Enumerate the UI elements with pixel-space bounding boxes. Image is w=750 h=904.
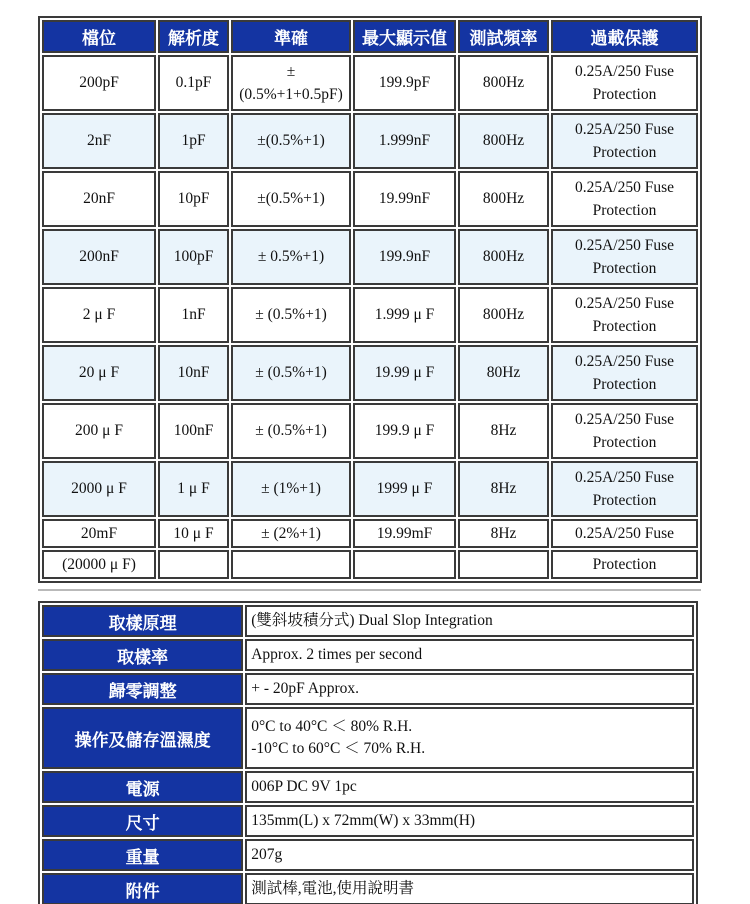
- spec-cell: 200 μ F: [42, 403, 156, 459]
- spec-cell: 0.25A/250 Fuse Protection: [551, 113, 698, 169]
- info-value-cell: 135mm(L) x 72mm(W) x 33mm(H): [245, 805, 694, 837]
- general-info-table: [38, 601, 698, 904]
- info-row-dimensions: [42, 805, 694, 837]
- spec-cell: 199.9nF: [353, 229, 456, 285]
- spec-cell: ± (2%+1): [231, 519, 351, 548]
- spec-row-20nF: [42, 171, 698, 227]
- spec-cell: ±(0.5%+1+0.5pF): [231, 55, 351, 111]
- spec-cell: [158, 550, 229, 579]
- spec-cell: 199.9 μ F: [353, 403, 456, 459]
- spec-cell: 200nF: [42, 229, 156, 285]
- info-label-cell: 附件: [42, 873, 243, 904]
- spec-cell: 800Hz: [458, 229, 549, 285]
- spec-cell: 2nF: [42, 113, 156, 169]
- info-label-cell: 歸零調整: [42, 673, 243, 705]
- info-row-zero-adjust: [42, 673, 694, 705]
- info-value-cell: 測試棒,電池,使用說明書: [245, 873, 694, 904]
- spec-cell: [458, 550, 549, 579]
- spec-row-2000uF: [42, 461, 698, 517]
- spec-cell: (20000 μ F): [42, 550, 156, 579]
- spec-cell: 199.9pF: [353, 55, 456, 111]
- info-label-cell: 取樣率: [42, 639, 243, 671]
- spec-cell: 100nF: [158, 403, 229, 459]
- spec-cell: 20nF: [42, 171, 156, 227]
- info-row-power: [42, 771, 694, 803]
- spec-cell: ±(0.5%+1): [231, 171, 351, 227]
- spec-row-200nF: [42, 229, 698, 285]
- spec-cell: 800Hz: [458, 55, 549, 111]
- spec-cell: ± (1%+1): [231, 461, 351, 517]
- spec-cell: 0.25A/250 Fuse Protection: [551, 345, 698, 401]
- spec-cell: 10nF: [158, 345, 229, 401]
- spec-cell: ± (0.5%+1): [231, 345, 351, 401]
- spec-cell: 0.25A/250 Fuse: [551, 519, 698, 548]
- spec-row-2uF: [42, 287, 698, 343]
- spec-cell: 1.999nF: [353, 113, 456, 169]
- spec-cell: 0.25A/250 Fuse Protection: [551, 403, 698, 459]
- info-row-accessories: [42, 873, 694, 904]
- spec-cell: [231, 550, 351, 579]
- info-value-cell: [245, 707, 694, 769]
- spec-header-cell-accuracy: 準確: [231, 20, 351, 53]
- spec-cell: 1999 μ F: [353, 461, 456, 517]
- info-value-cell: 006P DC 9V 1pc: [245, 771, 694, 803]
- spec-cell: 0.25A/250 Fuse Protection: [551, 461, 698, 517]
- spec-cell: 0.25A/250 Fuse Protection: [551, 55, 698, 111]
- spec-cell: 1pF: [158, 113, 229, 169]
- spec-header-cell-max-display: 最大顯示值: [353, 20, 456, 53]
- spec-cell: 0.25A/250 Fuse Protection: [551, 287, 698, 343]
- spec-cell: 10pF: [158, 171, 229, 227]
- spec-cell: 100pF: [158, 229, 229, 285]
- spec-cell: 20mF: [42, 519, 156, 548]
- spec-cell: ± 0.5%+1): [231, 229, 351, 285]
- info-label-cell: 電源: [42, 771, 243, 803]
- spec-cell: 1nF: [158, 287, 229, 343]
- spec-cell: 2 μ F: [42, 287, 156, 343]
- spec-row-200uF: [42, 403, 698, 459]
- spec-cell: 200pF: [42, 55, 156, 111]
- info-row-weight: [42, 839, 694, 871]
- temp-line-2: -10°C to 60°C ＜ 70% R.H.: [251, 740, 426, 757]
- spec-cell: 8Hz: [458, 519, 549, 548]
- spec-cell: 80Hz: [458, 345, 549, 401]
- spec-cell: 0.25A/250 Fuse Protection: [551, 171, 698, 227]
- capacitance-spec-table-wrap: [38, 16, 698, 583]
- spec-cell: ± (0.5%+1): [231, 287, 351, 343]
- info-value-cell: (雙斜坡積分式) Dual Slop Integration: [245, 605, 694, 637]
- spec-row-200pF: [42, 55, 698, 111]
- spec-cell: 10 μ F: [158, 519, 229, 548]
- info-value-cell: + - 20pF Approx.: [245, 673, 694, 705]
- general-info-table-wrap: [38, 601, 698, 904]
- spec-cell: 2000 μ F: [42, 461, 156, 517]
- spec-row-20uF: [42, 345, 698, 401]
- info-row-sampling-rate: [42, 639, 694, 671]
- spec-cell: ± (0.5%+1): [231, 403, 351, 459]
- spec-header-cell-test-frequency: 測試頻率: [458, 20, 549, 53]
- spec-header-cell-resolution: 解析度: [158, 20, 229, 53]
- info-row-operating-temp-humidity: [42, 707, 694, 769]
- spec-cell: 800Hz: [458, 287, 549, 343]
- spec-cell: 20 μ F: [42, 345, 156, 401]
- spec-header-cell-range: 檔位: [42, 20, 156, 53]
- spec-row-2nF: [42, 113, 698, 169]
- info-row-sampling-principle: [42, 605, 694, 637]
- spec-cell: ±(0.5%+1): [231, 113, 351, 169]
- spec-cell: 800Hz: [458, 171, 549, 227]
- spec-header-cell-overload-protection: 過載保護: [551, 20, 698, 53]
- spec-cell: 19.99mF: [353, 519, 456, 548]
- info-label-cell: 操作及儲存溫濕度: [42, 707, 243, 769]
- capacitance-spec-table: [38, 16, 702, 583]
- spec-header-row: [42, 20, 698, 53]
- spec-cell: 1.999 μ F: [353, 287, 456, 343]
- spec-cell: 8Hz: [458, 461, 549, 517]
- info-label-cell: 尺寸: [42, 805, 243, 837]
- info-label-cell: 取樣原理: [42, 605, 243, 637]
- spec-row-20mF: [42, 519, 698, 548]
- spec-cell: Protection: [551, 550, 698, 579]
- spec-cell: 19.99 μ F: [353, 345, 456, 401]
- spec-cell: 8Hz: [458, 403, 549, 459]
- info-label-cell: 重量: [42, 839, 243, 871]
- spec-cell: 0.1pF: [158, 55, 229, 111]
- spec-row-20000uF: [42, 550, 698, 579]
- spec-cell: 19.99nF: [353, 171, 456, 227]
- info-value-cell: 207g: [245, 839, 694, 871]
- spec-cell: 1 μ F: [158, 461, 229, 517]
- info-value-cell: Approx. 2 times per second: [245, 639, 694, 671]
- temp-line-1: 0°C to 40°C ＜ 80% R.H.: [251, 717, 413, 735]
- spec-cell: 800Hz: [458, 113, 549, 169]
- spec-cell: 0.25A/250 Fuse Protection: [551, 229, 698, 285]
- spec-cell: [353, 550, 456, 579]
